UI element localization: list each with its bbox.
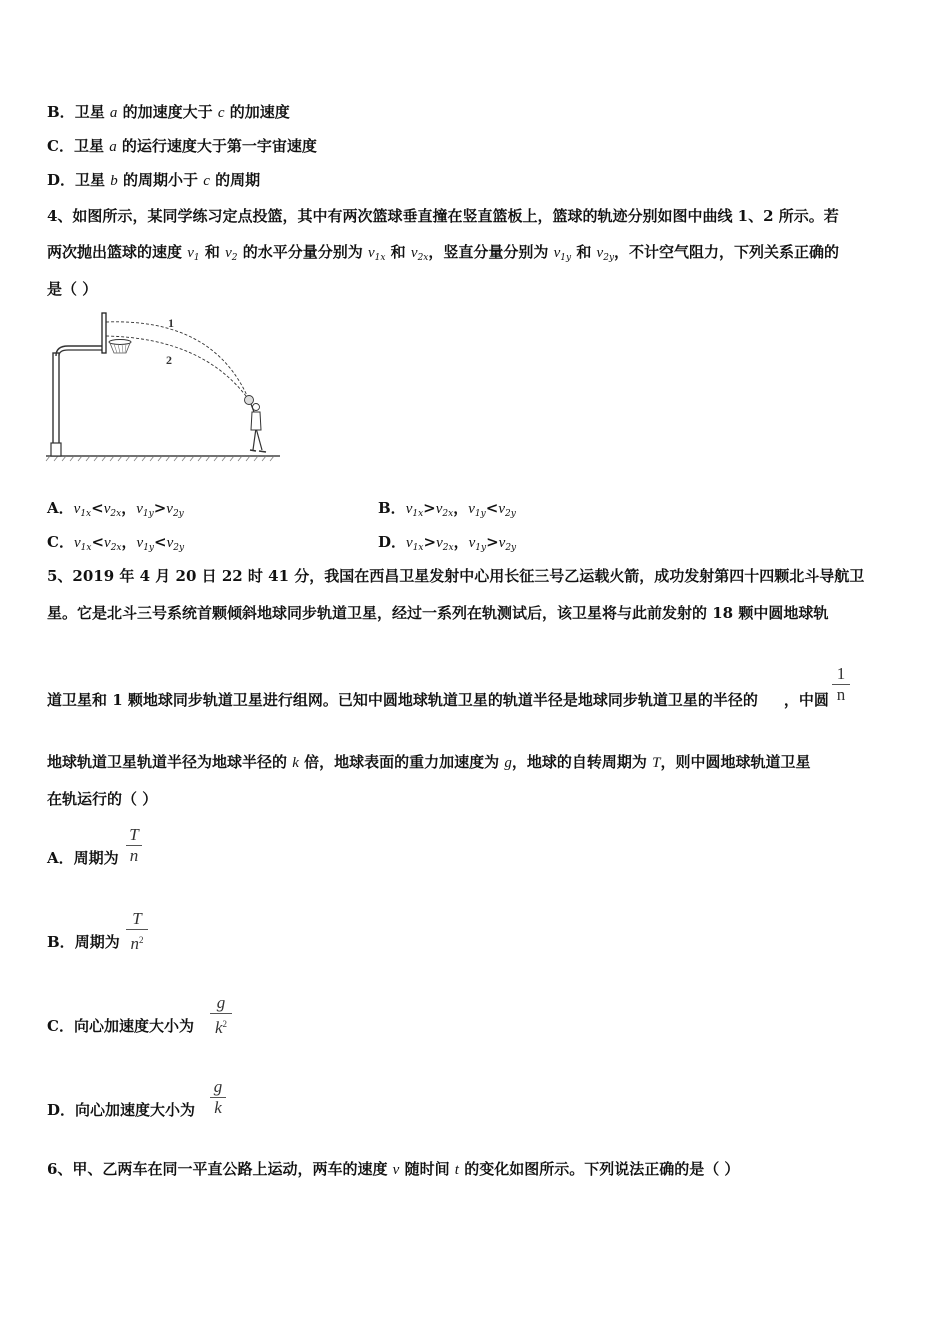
- q5-line-5: 在轨运行的（ ）: [47, 790, 158, 808]
- q6-line-1: 6、甲、乙两车在同一平直公路上运动，两车的速度 v 随时间 t 的变化如图所示。下列说法正确的是（ ）: [47, 1160, 740, 1178]
- fraction-t-over-n-squared: T $n^2$: [126, 909, 148, 954]
- q4-line-1: 4、如图所示，某同学练习定点投篮，其中有两次篮球垂直撞在竖直篮板上，篮球的轨迹分别如图中曲线 1、2 所示。若: [47, 207, 839, 225]
- q5-option-b: B．周期为: [47, 933, 120, 951]
- trajectory-label-1: 1: [168, 316, 174, 330]
- q4-option-a: A．$v_{1x}<v_{2x}$，$v_{1y}>v_{2y}$: [47, 499, 184, 519]
- q5-line-2: 星。它是北斗三号系统首颗倾斜地球同步轨道卫星，经过一系列在轨测试后，该卫星将与此前发射的 18 颗中圆地球轨: [47, 604, 829, 622]
- option-c-prev: C．卫星 a 的运行速度大于第一宇宙速度: [47, 137, 317, 155]
- q5-option-d: D．向心加速度大小为: [47, 1101, 196, 1119]
- option-b-prev: B．卫星 a 的加速度大于 c 的加速度: [47, 103, 290, 121]
- fraction-1-over-n: 1 n: [832, 664, 850, 705]
- trajectory-label-2: 2: [166, 353, 172, 367]
- q5-option-c: C．向心加速度大小为: [47, 1017, 194, 1035]
- q5-line-3: 道卫星和 1 颗地球同步轨道卫星进行组网。已知中圆地球轨道卫星的轨道半径是地球同步轨道卫星的半径的 ，中圆: [47, 691, 829, 709]
- option-d-prev: D．卫星 b 的周期小于 c 的周期: [47, 171, 261, 189]
- q5-option-a: A．周期为: [47, 849, 119, 867]
- basketball-figure: [44, 308, 284, 467]
- fraction-t-over-n: T n: [126, 825, 142, 866]
- q5-line-4: 地球轨道卫星轨道半径为地球半径的 k 倍，地球表面的重力加速度为 g，地球的自转周期为 T，则中圆地球轨道卫星: [47, 753, 811, 771]
- q4-option-b: B．$v_{1x}>v_{2x}$，$v_{1y}<v_{2y}$: [378, 499, 516, 519]
- q4-option-c: C．$v_{1x}<v_{2x}$，$v_{1y}<v_{2y}$: [47, 533, 185, 553]
- q4-line-3: 是（ ）: [47, 280, 98, 298]
- q4-option-d: D．$v_{1x}>v_{2x}$，$v_{1y}>v_{2y}$: [378, 533, 517, 553]
- q5-line-1: 5、2019 年 4 月 20 日 22 时 41 分，我国在西昌卫星发射中心用长征三号乙运载火箭，成功发射第四十四颗北斗导航卫: [47, 567, 865, 585]
- q4-line-2: 两次抛出篮球的速度 $v_1$ 和 $v_2$ 的水平分量分别为 $v_{1x}$ 和 $v_{2x}$，竖直分量分别为 $v_{1y}$ 和 $v_{2y}$，不计空气阻力，下列关系正确的: [47, 243, 840, 263]
- fraction-g-over-k-squared: g $k^2$: [210, 993, 232, 1038]
- fraction-g-over-k: g k: [210, 1077, 226, 1118]
